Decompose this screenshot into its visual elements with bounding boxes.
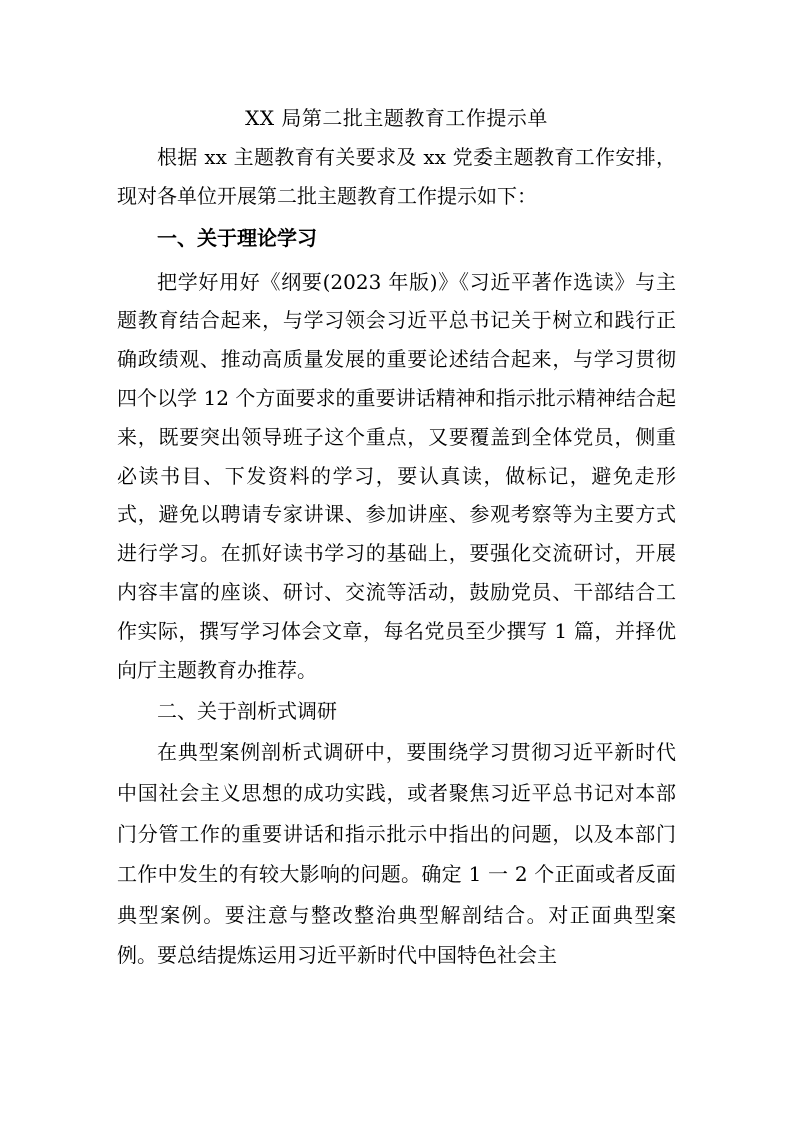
section-heading-theory-study: 一、关于理论学习 bbox=[157, 225, 317, 250]
section-body-theory-study: 把学好用好《纲要(2023 年版)》《习近平著作选读》与主题教育结合起来，与学习领会习近平总书记关于树立和践行正确政绩观、推动高质量发展的重要论述结合起来，与学习贯彻四个以学 12 个方面要求的重要讲话精神和指示批示精神结合起来，既要突出领导班子这个重点，又要覆盖到全体党员，侧重必读书目、下发资料的学习，要认真读，做标记，避免走形式，避免以聘请专家讲课、参加讲座、参观考察等为主要方式进行学习。在抓好读书学习的基础上，要强化交流研讨，开展内容丰富的座谈、研讨、交流等活动，鼓励党员、干部结合工作实际，撰写学习体会文章，每名党员至少撰写 1 篇，并择优向厅主题教育办推荐。 bbox=[117, 269, 676, 682]
section-body-case-research: 在典型案例剖析式调研中，要围绕学习贯彻习近平新时代中国社会主义思想的成功实践，或者聚焦习近平总书记对本部门分管工作的重要讲话和指示批示中指出的问题，以及本部门工作中发生的有较大影响的问题。确定 1 一 2 个正面或者反面典型案例。要注意与整改整治典型解剖结合。对正面典型案例。要总结提炼运用习近平新时代中国特色社会主 bbox=[117, 740, 676, 968]
document-title: XX 局第二批主题教育工作提示单 bbox=[245, 106, 548, 130]
section-heading-case-research: 二、关于剖析式调研 bbox=[157, 699, 337, 724]
document-page bbox=[117, 98, 676, 976]
intro-paragraph: 根据 xx 主题教育有关要求及 xx 党委主题教育工作安排，现对各单位开展第二批主题教育工作提示如下： bbox=[117, 145, 676, 208]
